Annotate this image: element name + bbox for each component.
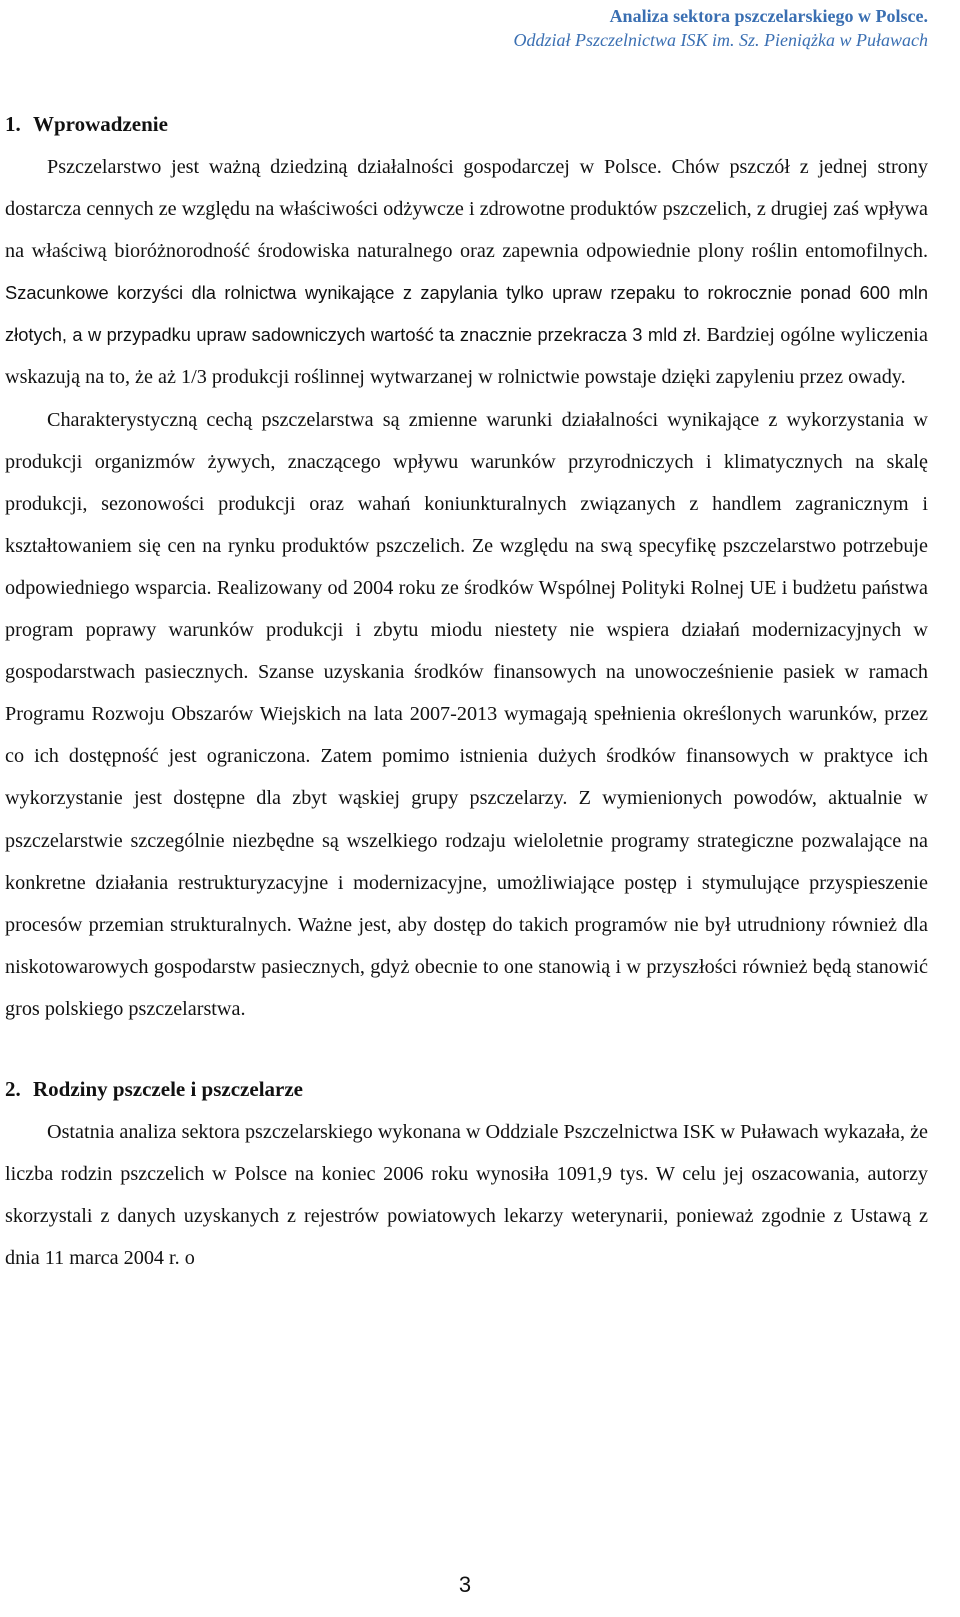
- paragraph-text: Pszczelarstwo jest ważną dziedziną działalności gospodarczej w Polsce. Chów pszczół z jednej strony dostarcza cennych ze względu na właściwości odżywcze i zdrowotne produktów pszczelich, z drugiej zaś wpływa na właściwą bioróżnorodność środowiska naturalnego oraz zapewnia odpowiednie plony roślin entomofilnych.: [5, 156, 928, 263]
- document-body: [5, 110, 928, 1279]
- section-heading-bee-colonies: [5, 1075, 928, 1103]
- section-title: Rodziny pszczele i pszczelarze: [33, 1076, 303, 1101]
- paragraph: Charakterystyczną cechą pszczelarstwa są zmienne warunki działalności wynikające z wykorzystania w produkcji organizmów żywych, znaczącego wpływu warunków przyrodniczych i klimatycznych na skalę produkcji, sezonowości produkcji oraz wahań koniunkturalnych związanych z handlem zagranicznym i kształtowaniem się cen na rynku produktów pszczelich. Ze względu na swą specyfikę pszczelarstwo potrzebuje odpowiedniego wsparcia. Realizowany od 2004 roku ze środków Wspólnej Polityki Rolnej UE i budżetu państwa program poprawy warunków produkcji i zbytu miodu niestety nie wspiera działań modernizacyjnych w gospodarstwach pasiecznych. Szanse uzyskania środków finansowych na unowocześnienie pasiek w ramach Programu Rozwoju Obszarów Wiejskich na lata 2007-2013 wymagają spełnienia określonych warunków, przez co ich dostępność jest ograniczona. Zatem pomimo istnienia dużych środków finansowych w praktyce ich wykorzystanie jest dostępne dla zbyt wąskiej grupy pszczelarzy. Z wymienionych powodów, aktualnie w pszczelarstwie szczególnie niezbędne są wszelkiego rodzaju wieloletnie programy strategiczne pozwalające na konkretne działania restrukturyzacyjne i modernizacyjne, umożliwiające postęp i stymulujące przyspieszenie procesów przemian strukturalnych. Ważne jest, aby dostęp do takich programów nie był utrudniony również dla niskotowarowych gospodarstw pasiecznych, gdyż obecnie to one stanowią i w przyszłości również będą stanowić gros polskiego pszczelarstwa.: [5, 408, 928, 1020]
- paragraph: Ostatnia analiza sektora pszczelarskiego wykonana w Oddziale Pszczelnictwa ISK w Puławach wykazała, że liczba rodzin pszczelich w Polsce na koniec 2006 roku wynosiła 1091,9 tys. W celu jej oszacowania, autorzy skorzystali z danych uzyskanych z rejestrów powiatowych lekarzy weterynarii, ponieważ zgodnie z Ustawą z dnia 11 marca 2004 r. o: [5, 1120, 928, 1270]
- page-number: 3: [458, 1572, 472, 1597]
- paragraph-text: Szacunkowe korzyści dla rolnictwa wynikające z zapylania tylko upraw rzepaku to rokrocznie ponad 600 mln złotych, a w przypadku upraw sadowniczych wartość ta znacznie przekracza 3 mld zł.: [5, 282, 928, 346]
- paragraph-text: Bardziej ogólne wyliczenia wskazują na to, że aż 1/3 produkcji roślinnej wytwarzanej w rolnictwie powstaje dzięki zapyleniu przez owady.: [5, 324, 928, 389]
- section-number: 1.: [5, 112, 21, 136]
- section-number: 2.: [5, 1076, 21, 1101]
- running-header: [514, 4, 928, 52]
- section-heading-introduction: [5, 110, 928, 138]
- section-gap: [5, 1030, 928, 1075]
- header-subtitle: Oddział Pszczelnictwa ISK im. Sz. Pieniążka w Puławach: [513, 30, 928, 50]
- section-title: Wprowadzenie: [33, 112, 168, 136]
- header-title: Analiza sektora pszczelarskiego w Polsce.: [609, 6, 928, 26]
- paragraph: [5, 146, 928, 399]
